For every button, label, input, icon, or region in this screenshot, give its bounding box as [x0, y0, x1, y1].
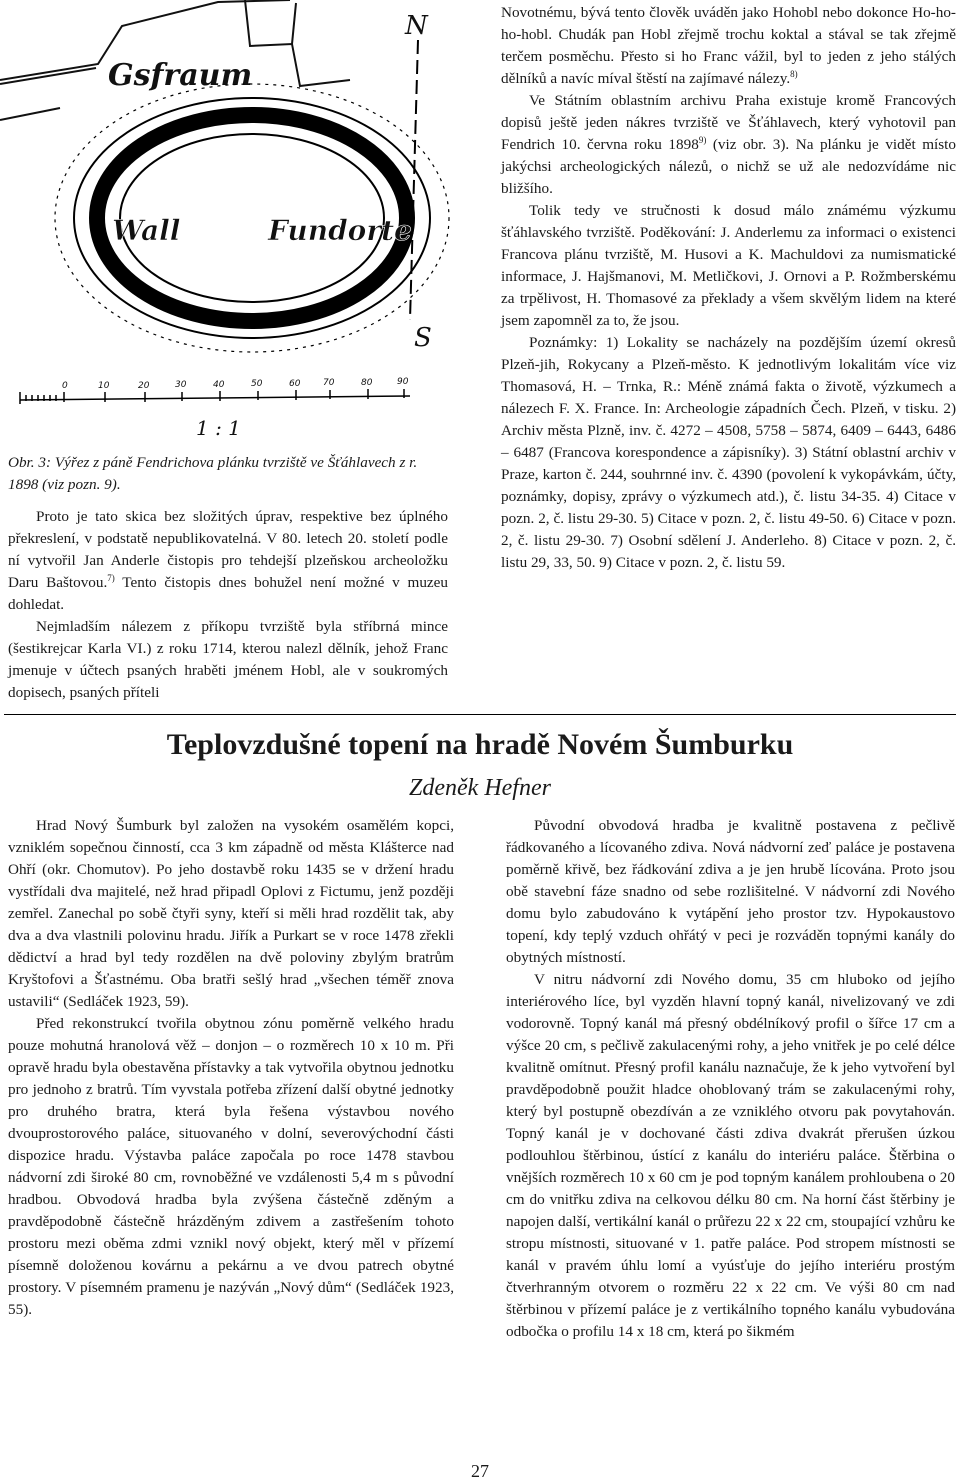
label-north: N	[405, 11, 428, 41]
article-title: Teplovzdušné topení na hradě Novém Šumburku	[166, 728, 794, 761]
paragraph-text: Novotnému, bývá tento člověk uváděn jako Hohobl nebo dokonce Ho-ho-ho-hobl. Chudák pan Hobl zřejmě trochu koktal a stával se tak zřejmě terčem posměchu. Přesto si ho Franc vážil, byl to jeden z jeho stálých dělníků a navíc míval štěstí na zajímavé nálezy.	[501, 4, 956, 87]
page-number: 27	[471, 1461, 489, 1481]
scale-tick-40: 40	[213, 380, 225, 390]
right-column-top	[501, 2, 956, 574]
paragraph	[501, 2, 956, 90]
scale-tick-80: 80	[361, 378, 373, 388]
scale-tick-20: 20	[138, 381, 150, 391]
article-author: Zdeněk Hefner	[409, 775, 551, 801]
scale-bar	[20, 389, 410, 404]
paragraph: V nitru nádvorní zdi Nového domu, 35 cm hluboko od jejího interiérového líce, byl vyzděn hlavní topný kanál, nivelizovaný ve zdi vodorovně. Topný kanál má přesný obdélníkový profil o šířce 17 cm a výšce 20 cm, s pečlivě zakulacenými rohy, a jeho vnitřek je po celé délce kvalitně omítnut. Přesný profil kanálu naznačuje, že k jeho vytvoření byl pravděpodobně použit hladce ohoblovaný trám se zakulacenými rohy, který byl postupně obezdíván a ze vzniklého otvoru pak povytahován. Topný kanál je v dochované části zdiva dvakrát přerušen úzkou podlouhlou štěrbinou, ústící z kanálu do interiéru paláce. Štěrbina o vnějších rozměrech 10 x 60 cm je pod topným kanálem prohloubena o 20 cm do vnitřku zdiva na celkovou délku 80 cm. Na horní část štěrbiny je napojen další, vertikální kanál o průřezu 22 x 22 cm, stoupající vzhůru ke stropu místnosti, situované v 1. patře paláce. Pod stropem místnosti se kanál v pravém úhlu lomí a vyúsťuje do jejího interiéru prostým čtverhranným otvorem o rozměru 22 x 22 cm. Ve výši 80 cm nad štěrbinou v přízemí paláce je z vertikálního topného kanálu vybudována odbočka o profilu 14 x 18 cm, která po šikmém	[506, 971, 955, 1340]
scale-tick-0: 0	[62, 381, 68, 391]
left-column-bottom	[8, 815, 454, 1321]
label-fundorte: Fundorte	[268, 214, 412, 247]
scale-tick-10: 10	[98, 381, 110, 391]
scale-tick-90: 90	[397, 377, 409, 387]
left-column-top	[8, 506, 448, 704]
paragraph: Tolik tedy ve stručnosti k dosud málo známému výzkumu šťáhlavského tvrziště. Poděkování: J. Anderlemu za informaci o existenci Francova plánu tvrziště, M. Husovi a K. Machuldovi za numismatické informace, J. Hajšmanovi, M. Metličkovi, J. Ornovi a P. Rožmberskému za trpělivost, H. Thomasové za překlady a všem skvělým lidem na které jsem zapomněl za to, že jsou.	[501, 202, 956, 329]
right-column-bottom	[506, 815, 955, 1343]
label-south: S	[414, 323, 432, 353]
label-wall: Wall	[112, 214, 181, 247]
north-south-line	[410, 40, 418, 320]
scale-ratio: 1 : 1	[196, 416, 241, 440]
label-gsfraum: Gsfraum	[108, 58, 253, 93]
paragraph-text: Proto je tato skica bez složitých úprav, respektive bez úplného překreslení, v podstatě nepublikovatelná. V 80. letech 20. století podle ní vytvořil Jan Anderle čistopis pro tehdejší plzeňskou archeoložku Daru Baštovou.	[8, 508, 448, 591]
scale-tick-60: 60	[289, 379, 301, 389]
footnote-ref: 9)	[698, 135, 707, 145]
paragraph-text: Ve Státním oblastním archivu Praha existuje kromě Francových dopisů ještě jeden nákres tvrziště ve Šťáhlavech, který vyhotovil pan Fendrich 10. června roku 1898	[501, 92, 956, 153]
paragraph-text: (viz obr. 3). Na plánku je vidět místo jakýchsi archeologických nálezů, o nichž se už ale nedozvídáme nic bližšího.	[501, 136, 956, 197]
paragraph: Původní obvodová hradba je kvalitně postavena z pečlivě řádkovaného a lícovaného zdiva. Nová nádvorní zeď paláce je postavena poměrně křivě, bez řádkování zdiva a je jen hrubě lícována. Proto jsou obě stavební fáze snadno od sebe rozlišitelné. V nádvorní zdi Nového domu bylo zabudováno k vytápění jeho prostor tzv. Hypokaustovo topení, kdy teplý vzduch ohřátý v peci je rozváděn topnými kanály do obytných místností.	[506, 817, 955, 966]
notes-paragraph: Poznámky: 1) Lokality se nacházely na pozdějším území okresů Plzeň-jih, Rokycany a Plzeň-město. K jednotlivým lokalitám více viz Thomasová, H. – Trnka, R.: Méně známá fakta o životě, výzkumech a nálezech F. X. France. In: Archeologie západních Čech. Plzeň, v tisku. 2) Archiv města Plzně, inv. č. 4272 – 4508, 5758 – 5874, 6409 – 6443, 6486 – 6487 (Francova korespondence a zápisníky). 3) Státní oblastní archiv v Praze, karton č. 244, souhrnné inv. č. 4390 (povolení k vykopávkám, účty, poznámky, dopisy, zprávy o výzkumech atd.), č. listu 34-35. 4) Citace v pozn. 2, č. listu 29-30. 5) Citace v pozn. 2, č. listu 49-50. 6) Citace v pozn. 2, č. listu 29-30. 7) Osobní sdělení J. Anderleho. 8) Citace v pozn. 2, č. listu 29, 33, 50. 9) Citace v pozn. 2, č. listu 59.	[501, 334, 956, 571]
article-divider	[4, 714, 956, 715]
footnote-ref: 7)	[107, 573, 115, 583]
paragraph: Hrad Nový Šumburk byl založen na vysokém osamělém kopci, vzniklém sopečnou činností, cca 3 km západně od města Klášterce nad Ohří (okr. Chomutov). Po jeho dostavbě roku 1435 se v držení hradu vystřídali dva majitelé, než hrad připadl Oplovi z Fictumu, jenž později zemřel. Zanechal po sobě čtyři syny, kteří si měli hrad rozdělit tak, aby dva a dva vlastnili polovinu hradu. Jiřík a Purkart se v roce 1478 zřekli dědictví a hrad byl tedy rozdělen na dvě poloviny zbylým bratrům Kryštofovi a Šťastnému. Oba bratři sešlý hrad „všechen téměř znova ustavili“ (Sedláček 1923, 59).	[8, 817, 454, 1010]
footnote-ref: 8)	[790, 69, 798, 79]
paragraph: Nejmladším nálezem z příkopu tvrziště byla stříbrná mince (šestikrejcar Karla VI.) z roku 1714, kterou nalezl dělník, jehož Franc jmenuje v účtech psaných hraběti jménem Hobl, ale v soukromých dopisech, psaných příteli	[8, 618, 448, 701]
paragraph: Před rekonstrukcí tvořila obytnou zónu poměrně velkého hradu pouze mohutná hranolová věž – donjon – o rozměrech 10 x 10 m. Při opravě hradu byla obestavěna přístavky a tak vytvořila obytnou jednotku pro jednoho z bratrů. Tím vyvstala potřeba zřízení další obytné jednotky pro druhého bratra, která byla řešena výstavbou nového dvouprostorového paláce, situovaného v dolní, severovýchodní části dispozice hradu. Výstavba paláce započala po roce 1478 stavbou nádvorní zdi široké 80 cm, rovnoběžné ve vzdálenosti 5,4 m s původní hradbou. Obvodová hradba byla zvýšena částečně zděným a pravděpodobně částečně hrázděným zdivem a zastřešením tohoto prostoru mezi oběma zdmi vznikl nový objekt, který měl v přízemí písemně doloženou kovárnu a pekárnu a ve dvou patrech obytné prostory. V písemném pramenu je nazýván „Nový dům“ (Sedláček 1923, 55).	[8, 1015, 454, 1318]
scale-tick-30: 30	[175, 380, 187, 390]
paragraph	[501, 90, 956, 200]
scale-tick-50: 50	[251, 379, 263, 389]
scale-tick-70: 70	[323, 378, 335, 388]
figure-caption: Obr. 3: Výřez z páně Fendrichova plánku tvrziště ve Šťáhlavech z r. 1898 (viz pozn. 9).	[8, 454, 418, 493]
fortress-plan-figure	[0, 0, 460, 445]
scale-tick-labels	[62, 377, 409, 391]
paragraph-text: Tento čistopis dnes bohužel není možné v muzeu dohledat.	[8, 574, 448, 613]
paragraph	[8, 506, 448, 616]
